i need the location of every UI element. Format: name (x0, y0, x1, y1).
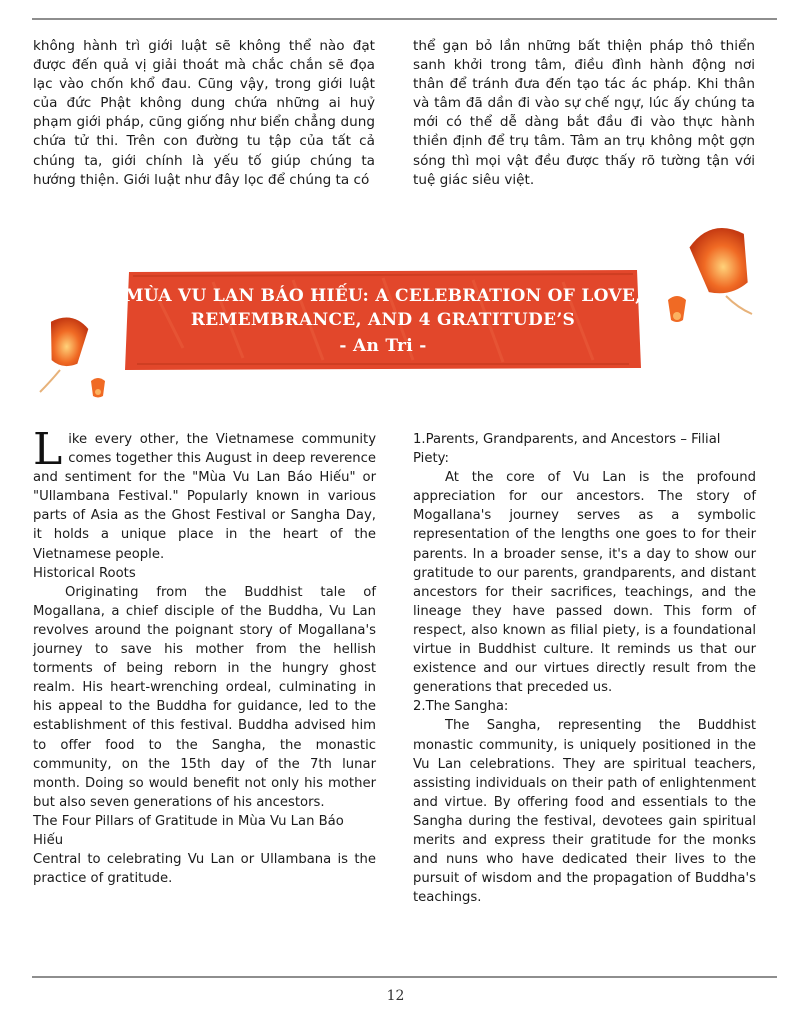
heading-parents: 1.Parents, Grandparents, and Ancestors – Filial Piety: (413, 432, 721, 467)
sangha-paragraph: The Sangha, representing the Buddhist monastic community, is uniquely positioned in the Vu Lan celebrations. They are spiritual teachers, assisting individuals on their path of enlightenment and virtue. By offering food and essentials to the Sangha during the festival, devotees gain spiritual merits and express their gratitude for the monks and nuns who have dedicated their lives to the pursuit of wisdom and the propagation of Buddha's teachings. (413, 718, 756, 906)
bottom-rule (32, 976, 777, 978)
heading-sangha: 2.The Sangha: (413, 699, 509, 715)
lantern-icon (88, 376, 108, 404)
vietnamese-column-right (413, 37, 755, 190)
four-pillars-paragraph: Central to celebrating Vu Lan or Ullambana is the practice of gratitude. (33, 852, 376, 887)
article-author: - An Tri - (339, 336, 427, 356)
parents-paragraph: At the core of Vu Lan is the profound appreciation for our ancestors. The story of Mogallana's journey serves as a symbolic representation of the lengths one goes to for their parents. In a broader sense, it's a day to show our gratitude to our parents, grandparents, and distant ancestors for their sacrifices, teachings, and the lineage they have passed down. This form of respect, also known as filial piety, is a foundational virtue in Buddhist culture. It reminds us that our existence and our virtues directly result from the generations that preceded us. (413, 470, 756, 696)
top-rule (32, 18, 777, 20)
vietnamese-column-left (33, 37, 375, 190)
lantern-icon (682, 222, 762, 320)
heading-historical-roots: Historical Roots (33, 565, 136, 581)
page-number: 12 (386, 988, 405, 1004)
vietnamese-paragraph-left: không hành trì giới luật sẽ không thể nào đạt được đến quả vị giải thoát mà chắc chắn sẽ đọa lạc vào chốn khổ đau. Cũng vậy, trong giới luật của đức Phật không dung chứa những ai huỷ phạm giới pháp, cũng giống như biển chẳng dung chứa tử thi. Trên con đường tu tập của tất cả chúng ta, giới chính là yếu tố giúp chúng ta hướng thiện. Giới luật như đây lọc để chúng ta có (33, 38, 375, 188)
historical-roots-paragraph: Originating from the Buddhist tale of Mogallana, a chief disciple of the Buddha, Vu Lan revolves around the poignant story of Mogallana's journey to save his mother from the hellish torments of being reborn in the hungry ghost realm. His heart-wrenching ordeal, culminating in his appeal to the Buddha for guidance, led to the establishment of this festival. Buddha advised him to offer food to the Sangha, the monastic community, on the 15th day of the 7th lunar month. Doing so would benefit not only his mother but also seven generations of his ancestors. (33, 584, 376, 810)
vietnamese-paragraph-right: thể gạn bỏ lần những bất thiện pháp thô thiển sanh khởi trong tâm, điều đình hành động nơi thân để tránh đưa đến tạo tác ác pháp. Khi thân và tâm đã dần đi vào sự chế ngự, lúc ấy chúng ta mới có thể dễ dàng bắt đầu đi vào thực hành thiền định để trụ tâm. Tâm an trụ không một gợn sóng thì mọi vật đều được thấy rõ tường tận với tuệ giác siêu việt. (413, 38, 755, 188)
intro-text: ike every other, the Vietnamese community comes together this August in deep reverence and sentiment for the "Mùa Vu Lan Báo Hiếu" or "Ullambana Festival." Popularly known in various parts of Asia as the Ghost Festival or Sangha Day, it holds a unique place in the heart of the Vietnamese people. (33, 432, 376, 562)
article-title-line-1: MÙA VU LAN BÁO HIẾU: A CELEBRATION OF LOVE, (124, 286, 642, 306)
heading-four-pillars: The Four Pillars of Gratitude in Mùa Vu Lan Báo Hiếu (33, 813, 344, 848)
intro-paragraph (33, 424, 376, 564)
article-column-left (33, 424, 376, 888)
title-banner (123, 268, 643, 372)
lantern-icon (664, 294, 690, 330)
article-column-right (413, 430, 756, 907)
article-title-line-2: REMEMBRANCE, AND 4 GRATITUDE’S (190, 310, 576, 330)
lantern-icon (36, 314, 96, 398)
drop-cap: L (33, 424, 63, 475)
